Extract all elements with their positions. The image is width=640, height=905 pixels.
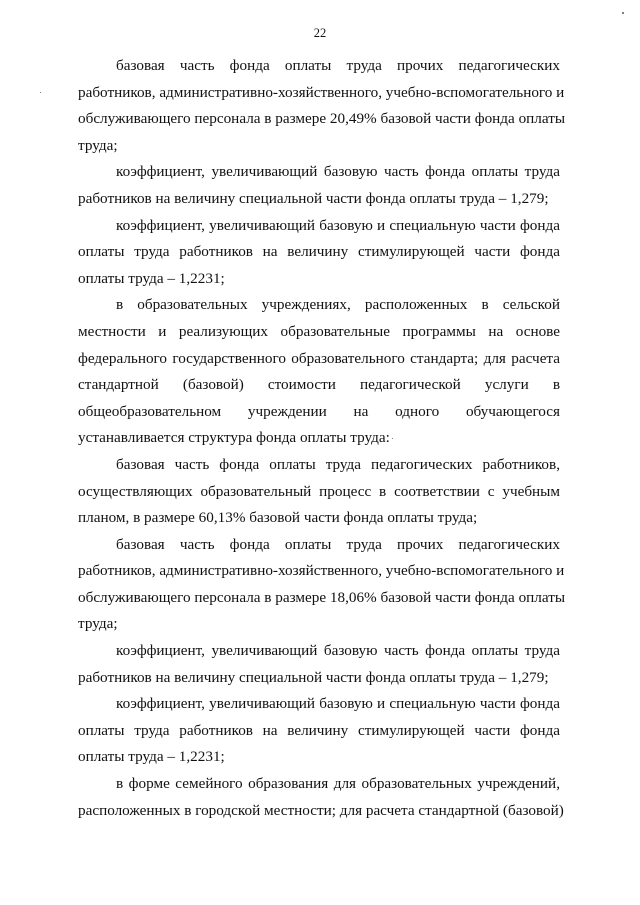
text-line: базовая часть фонда оплаты труда прочих педагогических (116, 57, 560, 74)
text-line: федерального государственного образовательного стандарта; для расчета (78, 349, 560, 367)
text-line: базовая часть фонда оплаты труда педагогических работников, (116, 455, 560, 473)
text-line: коэффициент, увеличивающий базовую часть фонда оплаты труда (116, 642, 560, 660)
text-line: в форме семейного образования для образовательных учреждений, (116, 775, 560, 793)
text-line: труда; (78, 136, 118, 154)
text-line: расположенных в городской местности; для расчета стандартной (базовой) (78, 801, 564, 819)
text-line: оплаты труда – 1,2231; (78, 269, 225, 287)
text-line: работников, административно-хозяйственного, учебно-вспомогательного и (78, 83, 565, 101)
text-line: работников на величину специальной части фонда оплаты труда – 1,279; (78, 668, 549, 686)
text-line: работников, административно-хозяйственного, учебно-вспомогательного и (78, 562, 565, 580)
text-line: осуществляющих образовательный процесс в соответствии с учебным (78, 482, 560, 500)
text-line: стандартной (базовой) стоимости педагогической услуги в (78, 376, 560, 394)
text-line: местности и реализующих образовательные программы на основе (78, 322, 560, 340)
text-line: коэффициент, увеличивающий базовую часть фонда оплаты труда (116, 163, 560, 181)
page-number: 22 (313, 26, 327, 40)
text-line: оплаты труда – 1,2231; (78, 748, 225, 766)
text-line: обслуживающего персонала в размере 18,06% базовой части фонда оплаты (78, 588, 566, 606)
text-line: труда; (78, 615, 118, 633)
body-text (78, 53, 566, 824)
text-line: коэффициент, увеличивающий базовую и специальную части фонда (116, 695, 560, 713)
text-line: оплаты труда работников на величину стимулирующей части фонда (78, 721, 560, 739)
text-line: коэффициент, увеличивающий базовую и специальную части фонда (116, 216, 560, 234)
text-line: базовая часть фонда оплаты труда прочих педагогических (116, 535, 560, 553)
text-line: работников на величину специальной части фонда оплаты труда – 1,279; (78, 189, 549, 207)
text-line: в образовательных учреждениях, расположенных в сельской (116, 296, 560, 314)
text-line: общеобразовательном учреждении на одного обучающегося (78, 402, 560, 420)
scan-speck (40, 92, 41, 93)
scan-speck (622, 12, 624, 14)
scan-speck (392, 438, 393, 439)
text-line: устанавливается структура фонда оплаты труда: (78, 429, 390, 447)
text-line: обслуживающего персонала в размере 20,49% базовой части фонда оплаты (78, 110, 566, 128)
text-line: планом, в размере 60,13% базовой части фонда оплаты труда; (78, 509, 478, 527)
text-line: оплаты труда работников на величину стимулирующей части фонда (78, 243, 560, 261)
